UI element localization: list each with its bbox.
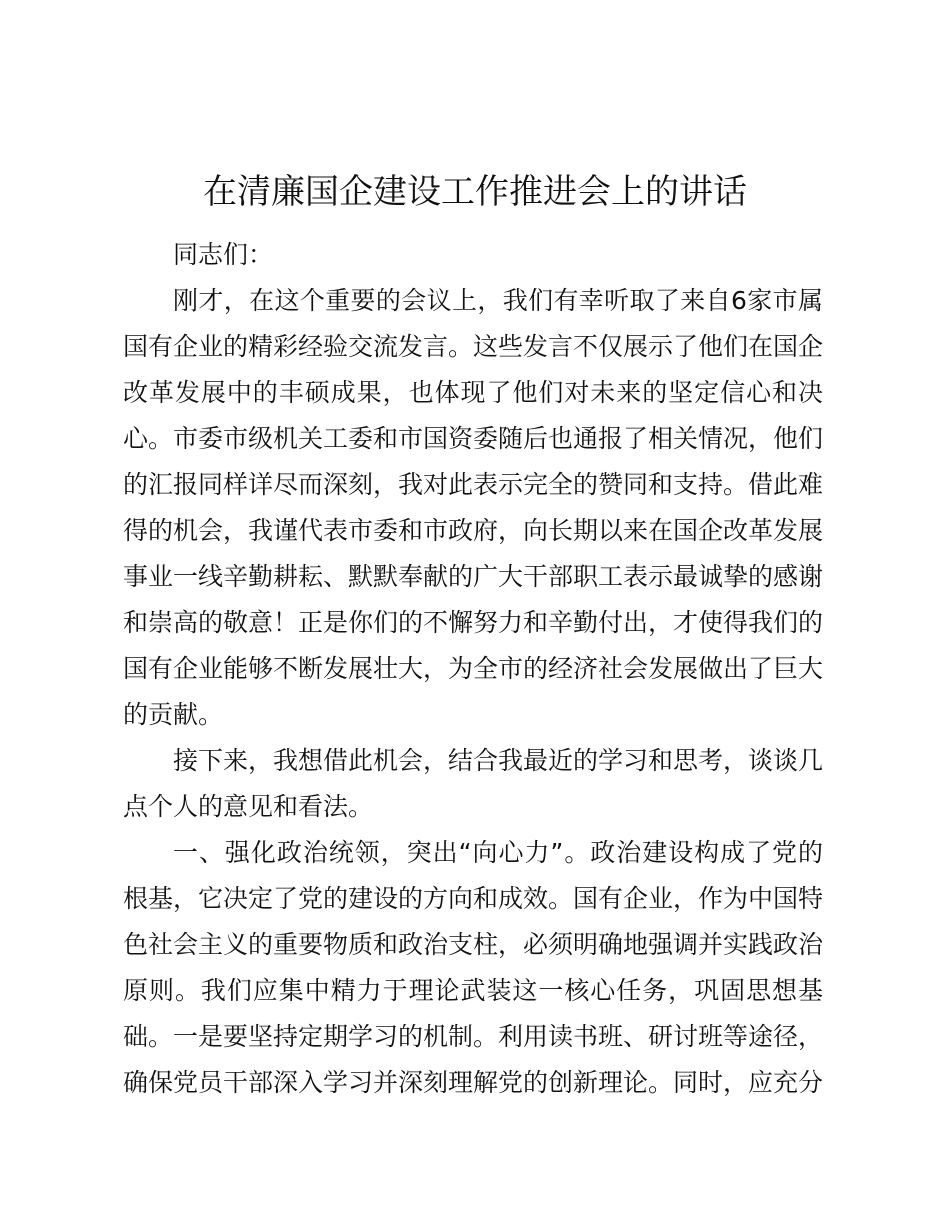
salutation-paragraph: 同志们： xyxy=(173,240,274,269)
document-body xyxy=(123,232,823,1106)
transition-paragraph: 接下来，我想借此机会，结合我最近的学习和思考，谈谈几点个人的意见和看法。 xyxy=(123,746,824,821)
document-title: 在清廉国企建设工作推进会上的讲话 xyxy=(203,172,747,212)
section-one-paragraph: 一、强化政治统领，突出“向心力”。政治建设构成了党的根基，它决定了党的建设的方向和成效。国有企业，作为中国特色社会主义的重要物质和政治支柱，必须明确地强调并实践政治原则。我们应集中精力于理论武装这一核心任务，巩固思想基础。一是要坚持定期学习的机制。利用读书班、研讨班等途径，确保党员干部深入学习并深刻理解党的创新理论。同时，应充分 xyxy=(123,838,824,1097)
opening-paragraph: 刚才，在这个重要的会议上，我们有幸听取了来自6家市属国有企业的精彩经验交流发言。这些发言不仅展示了他们在国企改革发展中的丰硕成果，也体现了他们对未来的坚定信心和决心。市委市级机关工委和市国资委随后也通报了相关情况，他们的汇报同样详尽而深刻，我对此表示完全的赞同和支持。借此难得的机会，我谨代表市委和市政府，向长期以来在国企改革发展事业一线辛勤耕耘、默默奉献的广大干部职工表示最诚挚的感谢和崇高的敬意！正是你们的不懈努力和辛勤付出，才使得我们的国有企业能够不断发展壮大，为全市的经济社会发展做出了巨大的贡献。 xyxy=(123,286,824,729)
